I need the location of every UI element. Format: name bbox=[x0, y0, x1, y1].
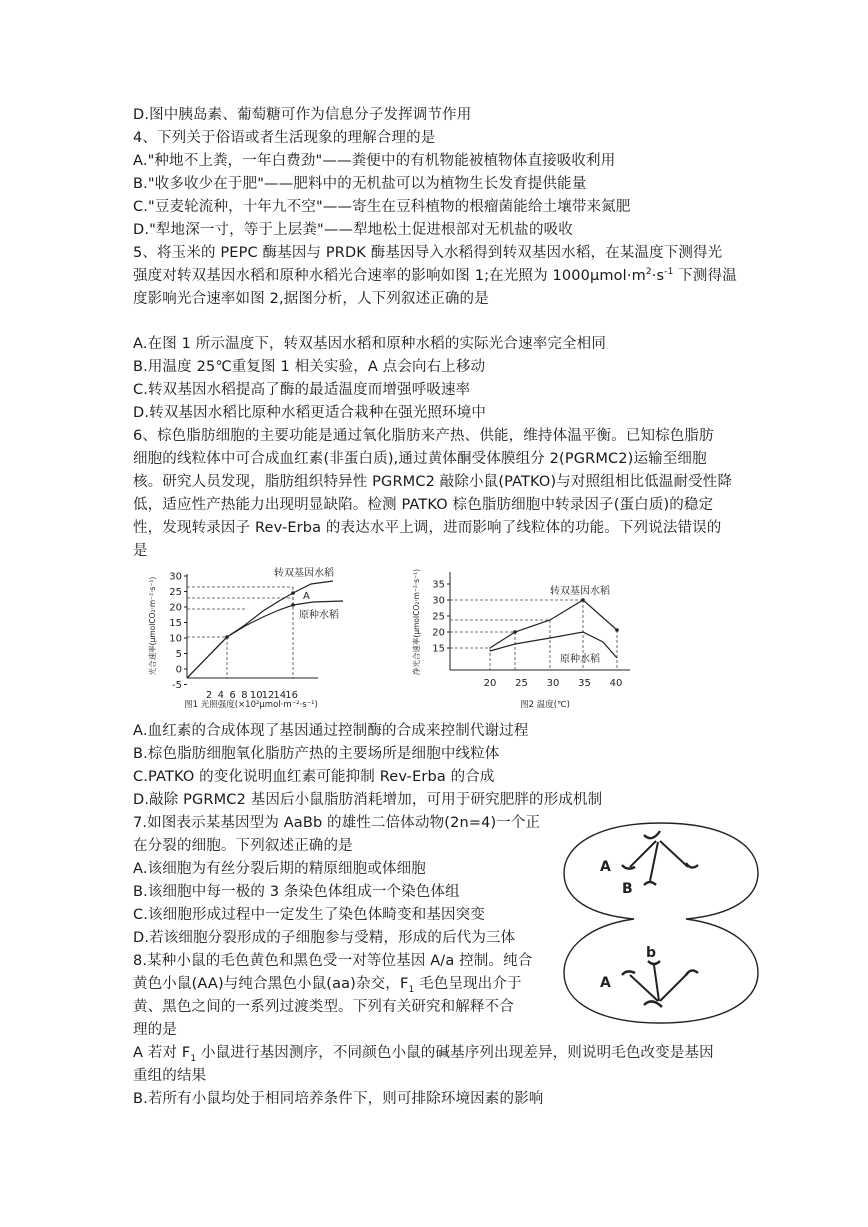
question-6-option-a: A.血红素的合成体现了基因通过控制酶的合成来控制代谢过程 bbox=[133, 723, 529, 739]
series-line-transgenic-rice bbox=[187, 581, 333, 678]
x-tick-label: 16 bbox=[285, 690, 298, 701]
gene-label-b-upper: B bbox=[622, 881, 633, 897]
spindle-upper bbox=[630, 841, 688, 881]
question-7-stem: 7.如图表示某基因型为 AaBb 的雄性二倍体动物(2n=4)一个正 bbox=[133, 815, 541, 831]
question-5-option-c: C.转双基因水稻提高了酶的最适温度而增强呼吸速率 bbox=[133, 382, 471, 398]
series-line-transgenic-rice bbox=[490, 600, 617, 648]
question-5-stem: 5、将玉米的 PEPC 酶基因与 PRDK 酶基因导入水稻得到转双基因水稻，在某温度下测得光 bbox=[133, 245, 723, 261]
point-label-a: A bbox=[303, 591, 310, 602]
question-5-stem: 度影响光合速率如图 2,据图分析，人下列叙述正确的是 bbox=[133, 291, 489, 307]
question-4-option-b: B."收多收少在于肥"——肥料中的无机盐可以为植物生长发育提供能量 bbox=[133, 176, 587, 192]
question-7-option-c: C.该细胞形成过程中一定发生了染色体畸变和基因突变 bbox=[133, 907, 485, 923]
question-6-stem: 是 bbox=[133, 543, 148, 559]
question-5-stem: 强度对转双基因水稻和原种水稻光合速率的影响如图 1;在光照为 $1000\mu mol\cdot m^2\cdot s^{-1}$ 下测得温 bbox=[133, 267, 737, 284]
data-point bbox=[291, 603, 295, 607]
x-tick-label: 6 bbox=[229, 690, 236, 701]
y-axis-label: 光合速率(μmolCO₂·m⁻²·s⁻¹) bbox=[148, 576, 157, 676]
y-tick-label: 15 bbox=[432, 643, 445, 655]
y-tick-label: 20 bbox=[432, 627, 445, 639]
chromosome-upper bbox=[622, 831, 698, 885]
y-tick-label: 25 bbox=[432, 611, 445, 623]
question-8-option-a: A 若对 $F_1$ 小鼠进行基因测序，不同颜色小鼠的碱基序列出现差异，则说明毛色改变是基因 bbox=[133, 1045, 714, 1064]
question-8-stem: 8.某种小鼠的毛色黄色和黑色受一对等位基因 A/a 控制。纯合 bbox=[133, 953, 533, 969]
data-point bbox=[513, 630, 517, 634]
question-6-option-c: C.PATKO 的变化说明血红素可能抑制 Rev-Erba 的合成 bbox=[133, 769, 495, 785]
x-tick-label: 12 bbox=[261, 690, 275, 701]
question-4-option-a: A."种地不上粪，一年白费劲"——粪便中的有机物能被植物体直接吸收利用 bbox=[133, 153, 616, 169]
cell-membrane bbox=[564, 823, 758, 1023]
question-8-option-b: B.若所有小鼠均处于相同培养条件下，则可排除环境因素的影响 bbox=[133, 1091, 544, 1107]
question-6-stem: 核。研究人员发现，脂肪组织特异性 PGRMC2 敲除小鼠(PATKO)与对照组相比低温耐受性降 bbox=[133, 474, 733, 490]
question-6-option-d: D.敲除 PGRMC2 基因后小鼠脂肪消耗增加，可用于研究肥胖的形成机制 bbox=[133, 792, 603, 808]
legend-label-transgenic: 转双基因水稻 bbox=[550, 586, 610, 597]
guide-lines bbox=[187, 587, 293, 678]
x-tick-label: 14 bbox=[273, 690, 287, 701]
x-tick-label: 25 bbox=[515, 678, 528, 689]
y-tick-label: 30 bbox=[432, 595, 445, 607]
question-6-stem: 细胞的线粒体中可合成血红素(非蛋白质),通过黄体酮受体膜组分 2(PGRMC2)运输至细胞 bbox=[133, 451, 707, 467]
question-7-option-a: A.该细胞为有丝分裂后期的精原细胞或体细胞 bbox=[133, 861, 426, 877]
question-6-stem: 低，适应性产热能力出现明显缺陷。检测 PATKO 棕色脂肪细胞中转录因子(蛋白质)的稳定 bbox=[133, 497, 714, 513]
question-6-option-b: B.棕色脂肪细胞氧化脂肪产热的主要场所是细胞中线粒体 bbox=[133, 746, 500, 762]
x-tick-label: 4 bbox=[217, 690, 224, 701]
question-7-stem: 在分裂的细胞。下列叙述正确的是 bbox=[133, 838, 353, 854]
data-point bbox=[581, 598, 585, 602]
question-8-option-a: 重组的结果 bbox=[133, 1068, 207, 1084]
data-point bbox=[225, 635, 229, 639]
y-tick-label: 5 bbox=[175, 649, 182, 660]
x-tick-label: 10 bbox=[249, 690, 263, 701]
question-5-option-b: B.用温度 25℃重复图 1 相关实验，A 点会向右上移动 bbox=[133, 359, 486, 375]
legend-label-original: 原种水稻 bbox=[299, 610, 339, 621]
question-7-option-d: D.若该细胞分裂形成的子细胞参与受精，形成的后代为三体 bbox=[133, 930, 516, 946]
question-4-option-c: C."豆麦轮流种，十年九不空"——寄生在豆科植物的根瘤菌能给土壤带来氮肥 bbox=[133, 199, 631, 215]
y-tick-label: 35 bbox=[432, 579, 445, 591]
figure-1-caption: 图1 光照强度(×10²μmol·m⁻²·s⁻¹) bbox=[184, 700, 318, 710]
x-tick-label: 35 bbox=[578, 678, 591, 689]
question-6-stem: 6、棕色脂肪细胞的主要功能是通过氧化脂肪来产热、供能，维持体温平衡。已知棕色脂肪 bbox=[133, 428, 714, 444]
spindle-lower bbox=[630, 965, 688, 1001]
question-4-stem: 4、下列关于俗语或者生活现象的理解合理的是 bbox=[133, 130, 436, 146]
question-5-option-a: A.在图 1 所示温度下，转双基因水稻和原种水稻的实际光合速率完全相同 bbox=[133, 336, 606, 352]
y-tick-label: 15 bbox=[169, 618, 182, 629]
y-tick-label: 25 bbox=[169, 587, 182, 598]
x-tick-label: 8 bbox=[241, 690, 248, 701]
y-tick-label: 10 bbox=[169, 633, 182, 645]
figure-2-temperature bbox=[405, 562, 645, 720]
x-tick-label: 40 bbox=[609, 678, 623, 689]
data-point bbox=[615, 628, 619, 632]
gene-label-a-upper: A bbox=[600, 859, 611, 875]
y-tick-label: 30 bbox=[169, 571, 182, 583]
legend-label-transgenic: 转双基因水稻 bbox=[274, 568, 334, 579]
figure-2-caption: 图2 温度(℃) bbox=[520, 700, 570, 710]
x-tick-label: 20 bbox=[483, 678, 497, 689]
question-6-stem: 性，发现转录因子 Rev-Erba 的表达水平上调，进而影响了线粒体的功能。下列说法错误的 bbox=[133, 520, 722, 536]
question-4-option-d: D."犁地深一寸，等于上层粪"——犁地松土促进根部对无机盐的吸收 bbox=[133, 222, 573, 238]
y-axis-label: 净光合速率(μmolCO₂·m⁻²·s⁻¹) bbox=[412, 568, 421, 676]
gene-label-b-lower: b bbox=[646, 945, 657, 961]
y-tick-label: 20 bbox=[169, 602, 182, 614]
question-8-stem: 黄、黑色之间的一系列过渡类型。下列有关研究和解释不合 bbox=[133, 999, 514, 1015]
text-line: D.图中胰岛素、葡萄糖可作为信息分子发挥调节作用 bbox=[133, 107, 472, 123]
question-7-option-b: B.该细胞中每一极的 3 条染色体组成一个染色体组 bbox=[133, 884, 460, 900]
gene-label-a-lower: A bbox=[600, 975, 611, 991]
legend-label-original: 原种水稻 bbox=[560, 654, 600, 665]
y-tick-label: -5 bbox=[172, 680, 182, 691]
figure-1-light-intensity bbox=[133, 562, 373, 720]
dividing-cell-diagram bbox=[560, 815, 760, 1027]
x-tick-label: 2 bbox=[205, 690, 213, 701]
question-8-stem: 黄色小鼠(AA)与纯合黑色小鼠(aa)杂交，$F_1$ 毛色呈现出介于 bbox=[133, 976, 522, 995]
y-tick-label: 0 bbox=[175, 664, 182, 676]
question-8-stem: 理的是 bbox=[133, 1022, 177, 1038]
question-5-option-d: D.转双基因水稻比原种水稻更适合栽种在强光照环境中 bbox=[133, 405, 487, 421]
data-point bbox=[291, 591, 295, 595]
x-tick-label: 30 bbox=[546, 678, 560, 689]
